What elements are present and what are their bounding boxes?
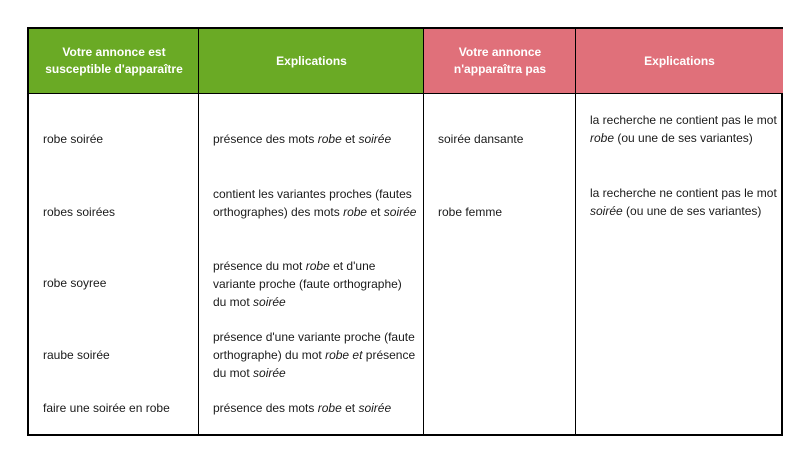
italic-text: robe bbox=[590, 131, 615, 145]
explanation-text: la recherche ne contient pas le mot bbox=[590, 113, 777, 127]
italic-text: soirée bbox=[253, 295, 286, 309]
explanation-cell bbox=[213, 185, 418, 221]
italic-text: soirée bbox=[383, 205, 417, 219]
explanation-cell bbox=[213, 328, 418, 382]
italic-text: robe bbox=[317, 132, 342, 146]
explanation-text: (ou une de ses variantes) bbox=[622, 204, 762, 218]
explanation-text: (ou une de ses variantes) bbox=[614, 131, 753, 145]
explanation-text: présence d'une variante proche (faute orthographe) du mot bbox=[213, 330, 415, 362]
explanation-text: la recherche ne contient pas le mot bbox=[590, 186, 777, 200]
italic-text: soirée bbox=[253, 366, 286, 380]
header-not-appear: Votre annonce n'apparaîtra pas bbox=[424, 29, 576, 94]
explanation-text: et bbox=[341, 132, 359, 146]
query-cell: robes soirées bbox=[43, 205, 116, 219]
query-cell: raube soirée bbox=[43, 348, 110, 362]
query-cell: faire une soirée en robe bbox=[43, 401, 170, 415]
italic-text: robe bbox=[305, 259, 330, 273]
header-explications-1: Explications bbox=[199, 29, 424, 94]
column-explications-1 bbox=[199, 29, 424, 434]
italic-text: robe bbox=[317, 401, 342, 415]
header-explications-2: Explications bbox=[576, 29, 783, 94]
explanation-cell bbox=[590, 111, 780, 147]
explanation-text: et bbox=[367, 205, 384, 219]
explanation-text: présence des mots bbox=[213, 401, 318, 415]
query-cell: robe femme bbox=[438, 205, 503, 219]
explanation-cell bbox=[213, 130, 418, 148]
explanation-text: présence du mot bbox=[213, 259, 306, 273]
explanation-cell bbox=[213, 257, 418, 311]
search-match-table bbox=[27, 27, 783, 436]
column-appear bbox=[29, 29, 199, 434]
column-not-appear bbox=[424, 29, 576, 434]
italic-text: robe et bbox=[325, 348, 363, 362]
explanation-cell bbox=[213, 399, 418, 417]
query-cell: soirée dansante bbox=[438, 132, 524, 146]
explanation-text: présence des mots bbox=[213, 132, 318, 146]
italic-text: soirée bbox=[358, 132, 392, 146]
explanation-text: et bbox=[341, 401, 359, 415]
query-cell: robe soirée bbox=[43, 132, 104, 146]
explanation-text: et d'une variante proche (faute orthographe) du mot bbox=[213, 259, 402, 309]
explanation-text: présence du mot bbox=[213, 348, 416, 380]
italic-text: soirée bbox=[358, 401, 392, 415]
column-explications-2 bbox=[576, 29, 783, 434]
explanation-cell bbox=[590, 184, 780, 220]
query-cell: robe soyree bbox=[43, 276, 107, 290]
header-appear: Votre annonce est susceptible d'apparaître bbox=[29, 29, 199, 94]
explanation-text: contient les variantes proches (fautes orthographes) des mots bbox=[213, 187, 412, 219]
italic-text: robe bbox=[343, 205, 368, 219]
italic-text: soirée bbox=[590, 204, 623, 218]
